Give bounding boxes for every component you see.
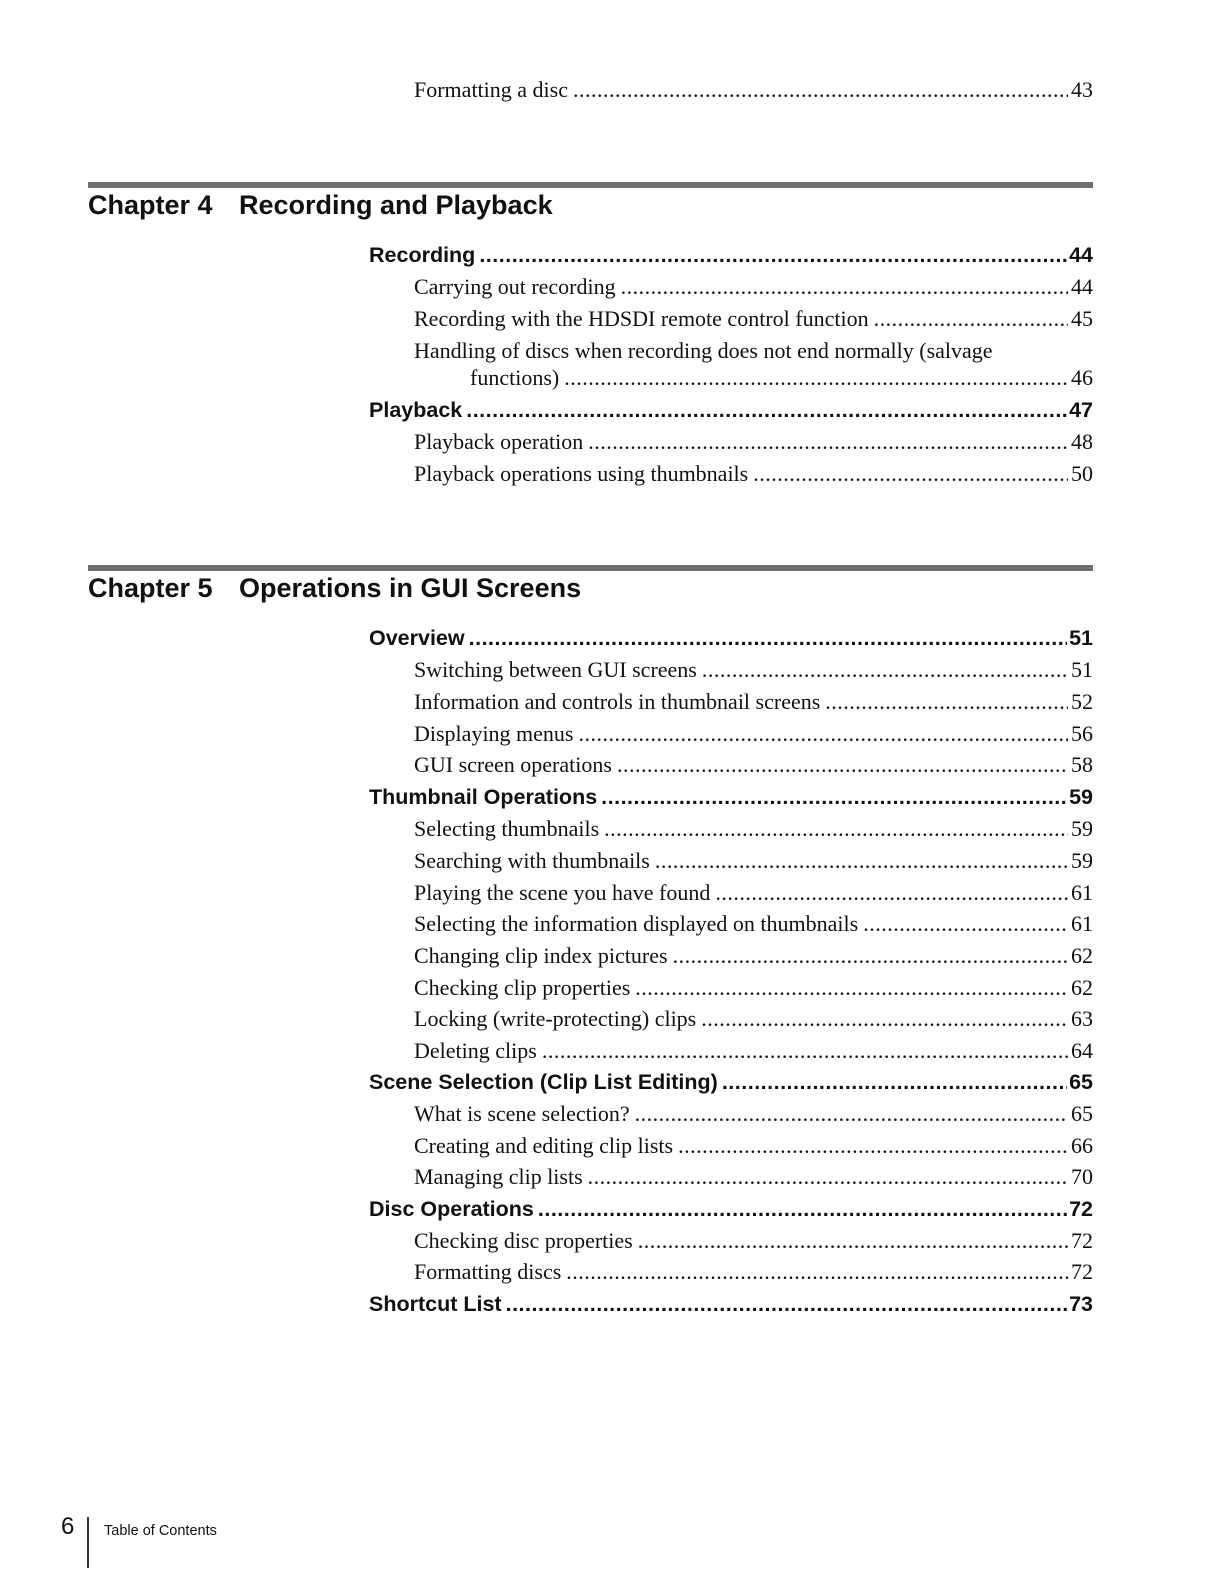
toc-section[interactable] <box>369 1195 1093 1223</box>
entry-label: Selecting the information displayed on thumbnails <box>414 911 859 936</box>
entry-label: Recording with the HDSDI remote control function <box>414 306 869 331</box>
dot-leader <box>753 460 1068 488</box>
toc-entry-line1[interactable]: Handling of discs when recording does not end normally (salvage <box>414 338 993 363</box>
entry-label: Checking disc properties <box>414 1228 633 1253</box>
section-label: Overview <box>369 626 465 650</box>
dot-leader <box>617 751 1068 779</box>
toc-section[interactable] <box>369 396 1093 424</box>
toc-entry[interactable] <box>414 1037 1093 1065</box>
entry-page: 59 <box>1071 816 1093 841</box>
entry-page: 56 <box>1071 721 1093 746</box>
section-page: 51 <box>1069 626 1093 650</box>
dot-leader <box>466 396 1067 424</box>
entry-page: 52 <box>1071 689 1093 714</box>
entry-label: Switching between GUI screens <box>414 657 697 682</box>
section-label: Scene Selection (Clip List Editing) <box>369 1070 718 1094</box>
chapter-heading <box>88 187 553 223</box>
entry-page: 50 <box>1071 461 1093 486</box>
toc-entry[interactable] <box>414 974 1093 1002</box>
dot-leader <box>715 879 1068 907</box>
entry-page: 63 <box>1071 1006 1093 1031</box>
dot-leader <box>573 76 1068 104</box>
section-label: Thumbnail Operations <box>369 785 598 809</box>
toc-entry[interactable] <box>414 688 1093 716</box>
entry-page: 61 <box>1071 880 1093 905</box>
toc-section[interactable] <box>369 241 1093 269</box>
dot-leader <box>701 1005 1068 1033</box>
entry-page: 58 <box>1071 752 1093 777</box>
section-page: 44 <box>1069 243 1093 267</box>
chapter-heading <box>88 570 581 606</box>
entry-label: Formatting a disc <box>414 77 568 102</box>
entry-label: Playback operation <box>414 429 584 454</box>
dot-leader <box>638 1227 1068 1255</box>
dot-leader <box>601 783 1067 811</box>
toc-entry[interactable] <box>414 751 1093 779</box>
dot-leader <box>635 1100 1068 1128</box>
entry-label: Creating and editing clip lists <box>414 1133 674 1158</box>
toc-entry[interactable] <box>414 76 1093 104</box>
section-label: Recording <box>369 243 476 267</box>
entry-label: Managing clip lists <box>414 1164 583 1189</box>
section-label: Playback <box>369 398 463 422</box>
dot-leader <box>655 847 1068 875</box>
toc-entry[interactable] <box>414 305 1093 333</box>
entry-page: 65 <box>1071 1101 1093 1126</box>
toc-entry[interactable] <box>414 1163 1093 1191</box>
entry-page: 44 <box>1071 274 1093 299</box>
entry-page: 62 <box>1071 943 1093 968</box>
section-page: 73 <box>1069 1292 1093 1316</box>
entry-label: Changing clip index pictures <box>414 943 668 968</box>
section-page: 47 <box>1069 398 1093 422</box>
entry-page: 66 <box>1071 1133 1093 1158</box>
toc-entry[interactable] <box>414 656 1093 684</box>
toc-section[interactable] <box>369 624 1093 652</box>
section-label: Shortcut List <box>369 1292 502 1316</box>
toc-entry[interactable] <box>414 1005 1093 1033</box>
toc-entry[interactable] <box>414 910 1093 938</box>
entry-page: 48 <box>1071 429 1093 454</box>
dot-leader <box>538 1195 1067 1223</box>
entry-label: Searching with thumbnails <box>414 848 650 873</box>
entry-label: functions) <box>470 365 560 390</box>
toc-entry[interactable] <box>414 273 1093 301</box>
dot-leader <box>566 1258 1068 1286</box>
dot-leader <box>542 1037 1068 1065</box>
toc-entry[interactable] <box>414 1227 1093 1255</box>
entry-label: Deleting clips <box>414 1038 537 1063</box>
entry-label: What is scene selection? <box>414 1101 630 1126</box>
entry-page: 64 <box>1071 1038 1093 1063</box>
dot-leader <box>588 428 1068 456</box>
dot-leader <box>621 273 1068 301</box>
section-page: 72 <box>1069 1197 1093 1221</box>
toc-section[interactable] <box>369 783 1093 811</box>
section-label: Disc Operations <box>369 1197 534 1221</box>
footer-page-number: 6 <box>61 1513 75 1540</box>
toc-entry[interactable] <box>414 942 1093 970</box>
chapter-title: Recording and Playback <box>239 190 553 220</box>
section-page: 59 <box>1069 785 1093 809</box>
entry-label: Checking clip properties <box>414 975 631 1000</box>
entry-page: 59 <box>1071 848 1093 873</box>
entry-label: Selecting thumbnails <box>414 816 600 841</box>
toc-section[interactable] <box>369 1290 1093 1318</box>
toc-entry[interactable] <box>414 847 1093 875</box>
toc-entry[interactable] <box>470 364 1093 392</box>
toc-entry[interactable] <box>414 460 1093 488</box>
dot-leader <box>588 1163 1068 1191</box>
dot-leader <box>722 1068 1067 1096</box>
entry-page: 72 <box>1071 1259 1093 1284</box>
section-page: 65 <box>1069 1070 1093 1094</box>
toc-entry[interactable] <box>414 1100 1093 1128</box>
dot-leader <box>635 974 1068 1002</box>
dot-leader <box>874 305 1068 333</box>
entry-label: Formatting discs <box>414 1259 562 1284</box>
entry-label: Carrying out recording <box>414 274 616 299</box>
entry-page: 70 <box>1071 1164 1093 1189</box>
toc-entry[interactable] <box>414 720 1093 748</box>
dot-leader <box>506 1290 1067 1318</box>
entry-label: GUI screen operations <box>414 752 612 777</box>
toc-section[interactable] <box>369 1068 1093 1096</box>
toc-entry[interactable] <box>414 1258 1093 1286</box>
dot-leader <box>469 624 1067 652</box>
dot-leader <box>479 241 1067 269</box>
dot-leader <box>702 656 1068 684</box>
toc-entry[interactable] <box>414 428 1093 456</box>
entry-label: Locking (write-protecting) clips <box>414 1006 697 1031</box>
toc-entry[interactable] <box>414 879 1093 907</box>
entry-page: 51 <box>1071 657 1093 682</box>
toc-entry[interactable] <box>414 1132 1093 1160</box>
dot-leader <box>678 1132 1068 1160</box>
entry-page: 62 <box>1071 975 1093 1000</box>
footer-divider <box>87 1517 89 1568</box>
dot-leader <box>604 815 1068 843</box>
entry-label: Playing the scene you have found <box>414 880 711 905</box>
entry-page: 72 <box>1071 1228 1093 1253</box>
dot-leader <box>564 364 1068 392</box>
entry-page: 45 <box>1071 306 1093 331</box>
footer-label: Table of Contents <box>104 1523 217 1539</box>
entry-page: 61 <box>1071 911 1093 936</box>
dot-leader <box>863 910 1068 938</box>
entry-label: Displaying menus <box>414 721 574 746</box>
chapter-title: Operations in GUI Screens <box>239 573 582 603</box>
entry-page: 43 <box>1071 77 1093 102</box>
chapter-number: Chapter 5 <box>88 573 213 603</box>
chapter-number: Chapter 4 <box>88 190 213 220</box>
dot-leader <box>825 688 1068 716</box>
dot-leader <box>579 720 1069 748</box>
entry-label: Playback operations using thumbnails <box>414 461 749 486</box>
dot-leader <box>673 942 1068 970</box>
entry-page: 46 <box>1071 365 1093 390</box>
entry-label: Information and controls in thumbnail screens <box>414 689 821 714</box>
toc-entry[interactable] <box>414 815 1093 843</box>
